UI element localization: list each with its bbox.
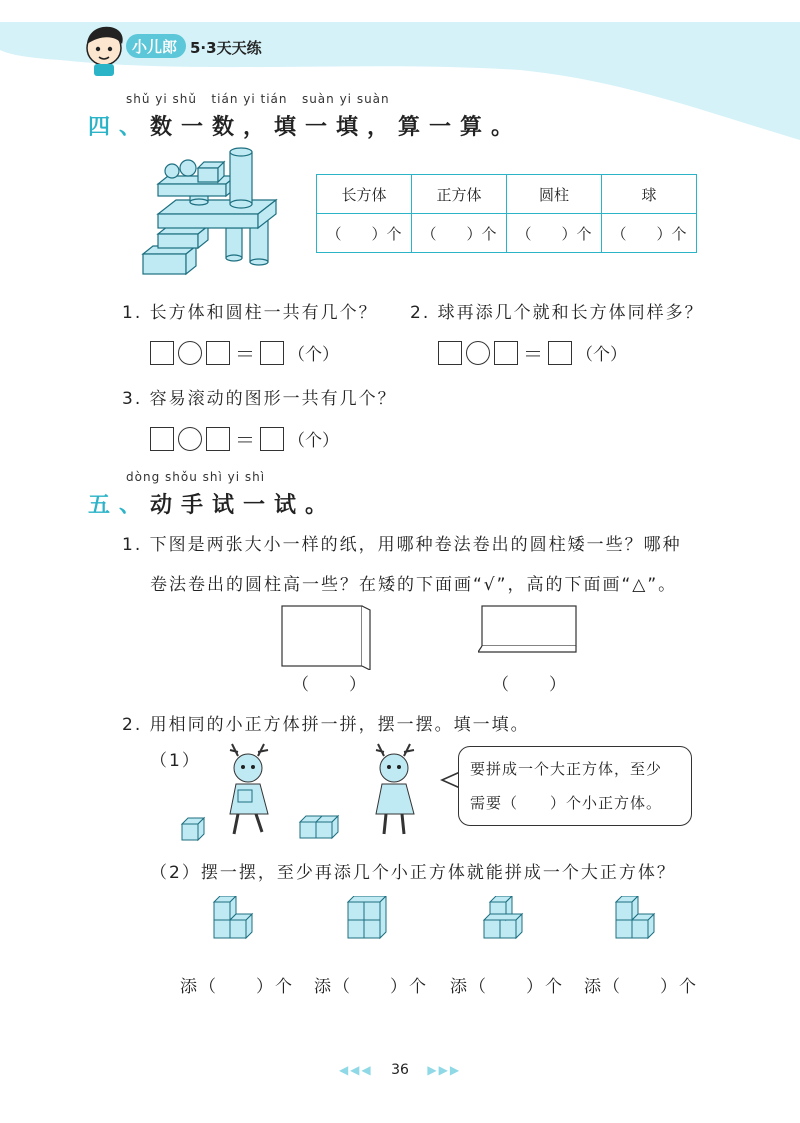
paper-roll-horizontal-image bbox=[478, 604, 578, 660]
operator-circle[interactable] bbox=[178, 427, 202, 451]
table-blank-cylinder[interactable]: （ ）个 bbox=[507, 214, 602, 253]
add-answer-4[interactable]: 添（ ）个 bbox=[584, 977, 698, 997]
series-name: 5·3天天练 bbox=[190, 39, 262, 57]
block-structure-image bbox=[138, 146, 288, 282]
section5-number: 五、 bbox=[88, 493, 151, 518]
section5-title: 动手试一试。 bbox=[150, 493, 337, 518]
result-box[interactable] bbox=[260, 341, 284, 365]
mascot-icon bbox=[80, 22, 128, 78]
left-arrows-icon: ◀◀◀ bbox=[338, 1063, 373, 1077]
result-box[interactable] bbox=[548, 341, 572, 365]
cube-arrangement-1-image bbox=[212, 896, 264, 942]
section5-q1-line2: 卷法卷出的圆柱高一些？在矮的下面画“√”，高的下面画“△”。 bbox=[150, 575, 678, 595]
add-answer-3[interactable]: 添（ ）个 bbox=[450, 977, 564, 997]
section4-title: 数一数，填一填，算一算。 bbox=[150, 115, 523, 140]
answer-box[interactable] bbox=[206, 341, 230, 365]
speech-bubble-text bbox=[470, 752, 686, 820]
right-arrows-icon: ▶▶▶ bbox=[427, 1063, 462, 1077]
operator-circle[interactable] bbox=[178, 341, 202, 365]
add-answer-2[interactable]: 添（ ）个 bbox=[314, 977, 428, 997]
equation-row-1 bbox=[150, 338, 339, 367]
cube-pair-image bbox=[298, 812, 340, 840]
unit-label: （个） bbox=[576, 345, 627, 365]
table-blank-cuboid[interactable]: （ ）个 bbox=[317, 214, 412, 253]
unit-label: （个） bbox=[288, 431, 339, 451]
section5-q2: 2. 用相同的小正方体拼一拼，摆一摆。填一填。 bbox=[122, 715, 530, 735]
page-footer bbox=[0, 1062, 800, 1078]
deer-character-image bbox=[222, 742, 282, 838]
equation-row-2 bbox=[438, 338, 627, 367]
answer-box[interactable] bbox=[150, 341, 174, 365]
section4-number: 四、 bbox=[88, 115, 151, 140]
paper-answer-1[interactable]: （ ） bbox=[292, 675, 368, 695]
table-blank-sphere[interactable]: （ ）个 bbox=[602, 214, 697, 253]
table-blank-cube[interactable]: （ ）个 bbox=[412, 214, 507, 253]
cube-arrangement-2-image bbox=[346, 896, 398, 942]
cube-arrangement-3-image bbox=[482, 896, 534, 942]
brand-name: 小儿郎 bbox=[132, 38, 178, 56]
section4-q2: 2. 球再添几个就和长方体同样多？ bbox=[410, 303, 704, 323]
section4-q1: 1. 长方体和圆柱一共有几个？ bbox=[122, 303, 378, 323]
answer-box[interactable] bbox=[206, 427, 230, 451]
paper-roll-vertical-image bbox=[280, 604, 376, 670]
equals-sign: ＝ bbox=[235, 428, 255, 452]
paper-answer-2[interactable]: （ ） bbox=[492, 675, 568, 695]
section4-heading bbox=[88, 110, 522, 141]
equals-sign: ＝ bbox=[235, 342, 255, 366]
table-header-cuboid: 长方体 bbox=[317, 175, 412, 214]
equals-sign: ＝ bbox=[523, 342, 543, 366]
sub-question-2: （2）摆一摆，至少再添几个小正方体就能拼成一个大正方体？ bbox=[150, 863, 676, 883]
bubble-line-2[interactable]: 需要（ ）个小正方体。 bbox=[470, 794, 663, 812]
deer-character-image bbox=[366, 742, 426, 838]
section4-pinyin: shǔ yi shǔ tián yi tián suàn yi suàn bbox=[126, 92, 390, 106]
unit-label: （个） bbox=[288, 345, 339, 365]
page-number: 36 bbox=[391, 1062, 409, 1078]
section4-q3: 3. 容易滚动的图形一共有几个？ bbox=[122, 389, 397, 409]
answer-box[interactable] bbox=[438, 341, 462, 365]
section5-q1-line1: 1. 下图是两张大小一样的纸，用哪种卷法卷出的圆柱矮一些？哪种 bbox=[122, 535, 682, 555]
section5-pinyin: dòng shǒu shì yi shì bbox=[126, 470, 266, 484]
bubble-line-1: 要拼成一个大正方体，至少 bbox=[470, 760, 663, 778]
table-header-sphere: 球 bbox=[602, 175, 697, 214]
table-header-cube: 正方体 bbox=[412, 175, 507, 214]
result-box[interactable] bbox=[260, 427, 284, 451]
sub-question-1-label: （1） bbox=[150, 751, 201, 771]
answer-box[interactable] bbox=[494, 341, 518, 365]
section5-heading bbox=[88, 488, 336, 519]
shape-count-table bbox=[316, 174, 697, 253]
cube-arrangement-4-image bbox=[614, 896, 666, 942]
add-answer-1[interactable]: 添（ ）个 bbox=[180, 977, 294, 997]
small-cube-image bbox=[180, 816, 208, 842]
answer-box[interactable] bbox=[150, 427, 174, 451]
equation-row-3 bbox=[150, 424, 339, 453]
operator-circle[interactable] bbox=[466, 341, 490, 365]
table-header-cylinder: 圆柱 bbox=[507, 175, 602, 214]
